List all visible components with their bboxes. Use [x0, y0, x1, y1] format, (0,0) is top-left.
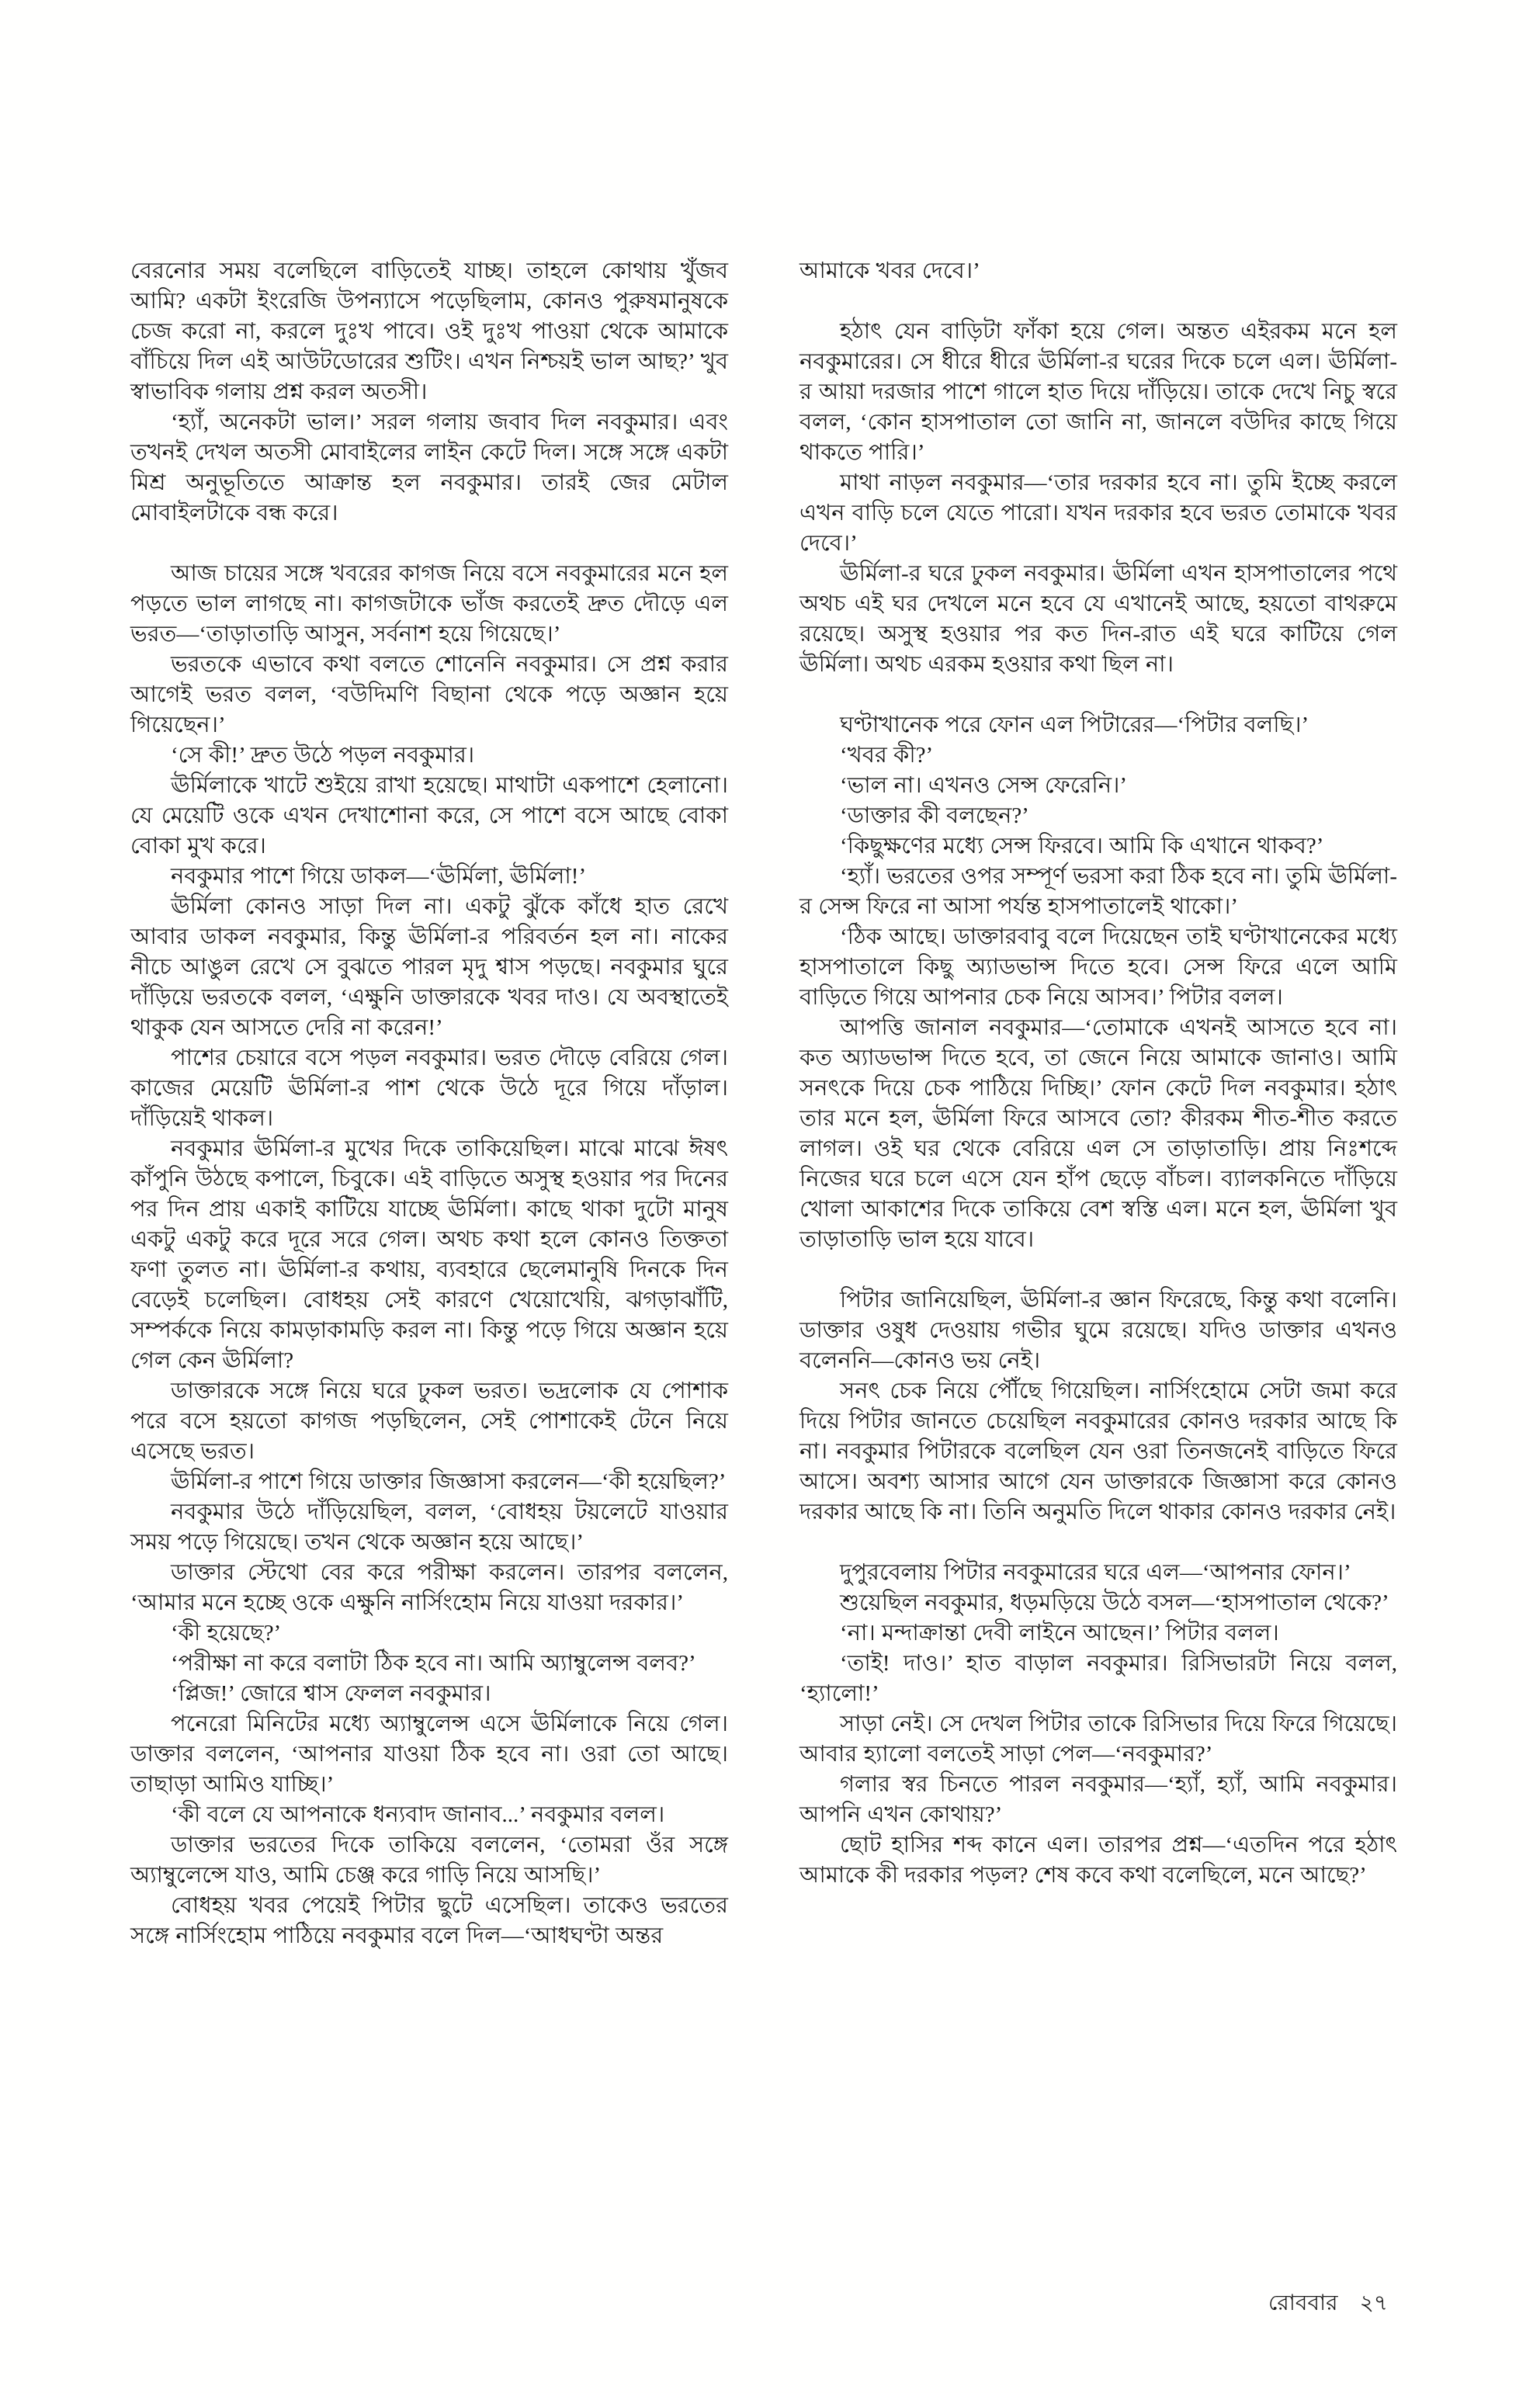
paragraph: বোধহয় খবর পেয়েই পিটার ছুটে এসেছিল। তাকেও ভরতের সঙ্গে নার্সিংহোম পাঠিয়ে নবকুমার বলে দিল—‘আধঘণ্টা অন্তর: [130, 1893, 728, 1948]
paragraph: ‘পরীক্ষা না করে বলাটা ঠিক হবে না। আমি অ্যাম্বুলেন্স বলব?’: [171, 1651, 696, 1676]
paragraph: ভরতকে এভাবে কথা বলতে শোনেনি নবকুমার। সে প্রশ্ন করার আগেই ভরত বলল, ‘বউদিমণি বিছানা থেকে পড়ে অজ্ঞান হয়ে গিয়েছেন।’: [130, 652, 728, 737]
paragraph: পিটার জানিয়েছিল, ঊর্মিলা-র জ্ঞান ফিরেছে, কিন্তু কথা বলেনি। ডাক্তার ওষুধ দেওয়ায় গভীর ঘুমে রয়েছে। যদিও ডাক্তার এখনও বলেননি—কোনও ভয় নেই।: [799, 1288, 1397, 1373]
paragraph: হঠাৎ যেন বাড়িটা ফাঁকা হয়ে গেল। অন্তত এইরকম মনে হল নবকুমারের। সে ধীরে ধীরে ঊর্মিলা-র ঘরের দিকে চলে এল। ঊর্মিলা-র আয়া দরজার পাশে গালে হাত দিয়ে দাঁড়িয়ে। তাকে দেখে নিচু স্বরে বলল, ‘কোন হাসপাতাল তো জানি না, জানলে বউদির কাছে গিয়ে থাকতে পারি।’: [799, 319, 1397, 465]
paragraph: ‘তাই! দাও।’ হাত বাড়াল নবকুমার। রিসিভারটা নিয়ে বলল, ‘হ্যালো!’: [799, 1651, 1397, 1706]
paragraph: ‘ভাল না। এখনও সেন্স ফেরেনি।’: [840, 773, 1128, 798]
paragraph: গলার স্বর চিনতে পারল নবকুমার—‘হ্যাঁ, হ্যাঁ, আমি নবকুমার। আপনি এখন কোথায়?’: [799, 1772, 1397, 1827]
paragraph: ঘণ্টাখানেক পরে ফোন এল পিটারের—‘পিটার বলছি।’: [840, 713, 1309, 737]
footer-page-number: ২৭: [1359, 2291, 1388, 2315]
paragraph: ‘কী বলে যে আপনাকে ধন্যবাদ জানাব...’ নবকুমার বলল।: [171, 1802, 665, 1827]
paragraph: ডাক্তার স্টেথো বের করে পরীক্ষা করলেন। তারপর বললেন, ‘আমার মনে হচ্ছে ওকে এক্ষুনি নার্সিংহোম নিয়ে যাওয়া দরকার।’: [130, 1560, 728, 1615]
paragraph: ‘হ্যাঁ, অনেকটা ভাল।’ সরল গলায় জবাব দিল নবকুমার। এবং তখনই দেখল অতসী মোবাইলের লাইন কেটে দিল। সঙ্গে সঙ্গে একটা মিশ্র অনুভূতিতে আক্রান্ত হল নবকুমার। তারই জের মেটাল মোবাইলটাকে বন্ধ করে।: [130, 410, 728, 525]
paragraph: ‘প্লিজ!’ জোরে শ্বাস ফেলল নবকুমার।: [171, 1681, 491, 1706]
paragraph: আজ চায়ের সঙ্গে খবরের কাগজ নিয়ে বসে নবকুমারের মনে হল পড়তে ভাল লাগছে না। কাগজটাকে ভাঁজ করতেই দ্রুত দৌড়ে এল ভরত—‘তাড়াতাড়ি আসুন, সর্বনাশ হয়ে গিয়েছে।’: [130, 561, 728, 647]
paragraph: মাথা নাড়ল নবকুমার—‘তার দরকার হবে না। তুমি ইচ্ছে করলে এখন বাড়ি চলে যেতে পারো। যখন দরকার হবে ভরত তোমাকে খবর দেবে।’: [799, 470, 1397, 556]
paragraph: ছোট হাসির শব্দ কানে এল। তারপর প্রশ্ন—‘এতদিন পরে হঠাৎ আমাকে কী দরকার পড়ল? শেষ কবে কথা বলেছিলে, মনে আছে?’: [799, 1833, 1397, 1888]
column-left: [130, 256, 728, 1951]
footer-magazine-label: রোববার: [1268, 2291, 1338, 2315]
paragraph: ‘না। মন্দাক্রান্তা দেবী লাইনে আছেন।’ পিটার বলল।: [840, 1621, 1279, 1646]
paragraph: নবকুমার ঊর্মিলা-র মুখের দিকে তাকিয়েছিল। মাঝে মাঝে ঈষৎ কাঁপুনি উঠছে কপালে, চিবুকে। এই বাড়িতে অসুস্থ হওয়ার পর দিনের পর দিন প্রায় একাই কাটিয়ে যাচ্ছে ঊর্মিলা। কাছে থাকা দুটো মানুষ একটু একটু করে দূরে সরে গেল। অথচ কথা হলে কোনও তিক্ততা ফণা তুলত না। ঊর্মিলা-র কথায়, ব্যবহারে ছেলেমানুষি দিনকে দিন বেড়েই চলেছিল। বোধহয় সেই কারণে খেয়োখেয়ি, ঝগড়াঝাঁটি, সম্পর্ককে নিয়ে কামড়াকামড়ি করল না। কিন্তু পড়ে গিয়ে অজ্ঞান হয়ে গেল কেন ঊর্মিলা?: [130, 1136, 728, 1373]
paragraph: পনেরো মিনিটের মধ্যে অ্যাম্বুলেন্স এসে ঊর্মিলাকে নিয়ে গেল। ডাক্তার বললেন, ‘আপনার যাওয়া ঠিক হবে না। ওরা তো আছে। তাছাড়া আমিও যাচ্ছি।’: [130, 1712, 728, 1797]
paragraph: ডাক্তারকে সঙ্গে নিয়ে ঘরে ঢুকল ভরত। ভদ্রলোক যে পোশাক পরে বসে হয়তো কাগজ পড়ছিলেন, সেই পোশাকেই টেনে নিয়ে এসেছে ভরত।: [130, 1379, 728, 1464]
paragraph: ‘কী হয়েছে?’: [171, 1621, 282, 1646]
paragraph: ‘সে কী!’ দ্রুত উঠে পড়ল নবকুমার।: [171, 743, 475, 768]
text-columns: [130, 256, 1397, 1951]
paragraph: দুপুরবেলায় পিটার নবকুমারের ঘরে এল—‘আপনার ফোন।’: [840, 1560, 1351, 1585]
paragraph: ‘খবর কী?’: [840, 743, 934, 768]
paragraph: ঊর্মিলাকে খাটে শুইয়ে রাখা হয়েছে। মাথাটা একপাশে হেলানো। যে মেয়েটি ওকে এখন দেখাশোনা করে, সে পাশে বসে আছে বোকা বোকা মুখ করে।: [130, 773, 728, 858]
paragraph: ‘হ্যাঁ। ভরতের ওপর সম্পূর্ণ ভরসা করা ঠিক হবে না। তুমি ঊর্মিলা-র সেন্স ফিরে না আসা পর্যন্ত হাসপাতালেই থাকো।’: [799, 864, 1397, 919]
paragraph: আমাকে খবর দেবে।’: [799, 258, 980, 283]
paragraph: সাড়া নেই। সে দেখল পিটার তাকে রিসিভার দিয়ে ফিরে গিয়েছে। আবার হ্যালো বলতেই সাড়া পেল—‘নবকুমার?’: [799, 1712, 1397, 1767]
paragraph: পাশের চেয়ারে বসে পড়ল নবকুমার। ভরত দৌড়ে বেরিয়ে গেল। কাজের মেয়েটি ঊর্মিলা-র পাশ থেকে উঠে দূরে গিয়ে দাঁড়াল। দাঁড়িয়েই থাকল।: [130, 1046, 728, 1131]
paragraph: নবকুমার পাশে গিয়ে ডাকল—‘ঊর্মিলা, ঊর্মিলা!’: [171, 864, 587, 889]
paragraph: শুয়েছিল নবকুমার, ধড়মড়িয়ে উঠে বসল—‘হাসপাতাল থেকে?’: [840, 1590, 1389, 1615]
paragraph: সনৎ চেক নিয়ে পৌঁছে গিয়েছিল। নার্সিংহোমে সেটা জমা করে দিয়ে পিটার জানতে চেয়েছিল নবকুমারের কোনও দরকার আছে কি না। নবকুমার পিটারকে বলেছিল যেন ওরা তিনজনেই বাড়িতে ফিরে আসে। অবশ্য আসার আগে যেন ডাক্তারকে জিজ্ঞাসা করে কোনও দরকার আছে কি না। তিনি অনুমতি দিলে থাকার কোনও দরকার নেই।: [799, 1379, 1397, 1524]
column-right: [799, 256, 1397, 1891]
paragraph: ঊর্মিলা-র পাশে গিয়ে ডাক্তার জিজ্ঞাসা করলেন—‘কী হয়েছিল?’: [171, 1469, 727, 1494]
paragraph: আপত্তি জানাল নবকুমার—‘তোমাকে এখনই আসতে হবে না। কত অ্যাডভান্স দিতে হবে, তা জেনে নিয়ে আমাকে জানাও। আমি সনৎকে দিয়ে চেক পাঠিয়ে দিচ্ছি।’ ফোন কেটে দিল নবকুমার। হঠাৎ তার মনে হল, ঊর্মিলা ফিরে আসবে তো? কীরকম শীত-শীত করতে লাগল। ওই ঘর থেকে বেরিয়ে এল সে তাড়াতাড়ি। প্রায় নিঃশব্দে নিজের ঘরে চলে এসে যেন হাঁপ ছেড়ে বাঁচল। ব্যালকনিতে দাঁড়িয়ে খোলা আকাশের দিকে তাকিয়ে বেশ স্বস্তি এল। মনে হল, ঊর্মিলা খুব তাড়াতাড়ি ভাল হয়ে যাবে।: [799, 1015, 1397, 1252]
paragraph: বেরনোর সময় বলেছিলে বাড়িতেই যাচ্ছ। তাহলে কোথায় খুঁজব আমি? একটা ইংরেজি উপন্যাসে পড়েছিলাম, কোনও পুরুষমানুষকে চেজ করো না, করলে দুঃখ পাবে। ওই দুঃখ পাওয়া থেকে আমাকে বাঁচিয়ে দিল এই আউটডোরের শুটিং। এখন নিশ্চয়ই ভাল আছ?’ খুব স্বাভাবিক গলায় প্রশ্ন করল অতসী।: [130, 258, 728, 404]
paragraph: ‘কিছুক্ষণের মধ্যে সেন্স ফিরবে। আমি কি এখানে থাকব?’: [840, 834, 1324, 858]
paragraph: ‘ঠিক আছে। ডাক্তারবাবু বলে দিয়েছেন তাই ঘণ্টাখানেকের মধ্যে হাসপাতালে কিছু অ্যাডভান্স দিতে হবে। সেন্স ফিরে এলে আমি বাড়িতে গিয়ে আপনার চেক নিয়ে আসব।’ পিটার বলল।: [799, 924, 1397, 1010]
paragraph: ঊর্মিলা-র ঘরে ঢুকল নবকুমার। ঊর্মিলা এখন হাসপাতালের পথে অথচ এই ঘর দেখলে মনে হবে যে এখানেই আছে, হয়তো বাথরুমে রয়েছে। অসুস্থ হওয়ার পর কত দিন-রাত এই ঘরে কাটিয়ে গেল ঊর্মিলা। অথচ এরকম হওয়ার কথা ছিল না।: [799, 561, 1397, 677]
paragraph: ডাক্তার ভরতের দিকে তাকিয়ে বললেন, ‘তোমরা ওঁর সঙ্গে অ্যাম্বুলেন্সে যাও, আমি চেঞ্জ করে গাড়ি নিয়ে আসছি।’: [130, 1833, 728, 1888]
paragraph: ঊর্মিলা কোনও সাড়া দিল না। একটু ঝুঁকে কাঁধে হাত রেখে আবার ডাকল নবকুমার, কিন্তু ঊর্মিলা-র পরিবর্তন হল না। নাকের নীচে আঙুল রেখে সে বুঝতে পারল মৃদু শ্বাস পড়ছে। নবকুমার ঘুরে দাঁড়িয়ে ভরতকে বলল, ‘এক্ষুনি ডাক্তারকে খবর দাও। যে অবস্থাতেই থাকুক যেন আসতে দেরি না করেন!’: [130, 894, 728, 1040]
paragraph: ‘ডাক্তার কী বলছেন?’: [840, 803, 1029, 828]
paragraph: নবকুমার উঠে দাঁড়িয়েছিল, বলল, ‘বোধহয় টয়লেটে যাওয়ার সময় পড়ে গিয়েছে। তখন থেকে অজ্ঞান হয়ে আছে।’: [130, 1500, 728, 1555]
page-footer: [1268, 2286, 1388, 2322]
